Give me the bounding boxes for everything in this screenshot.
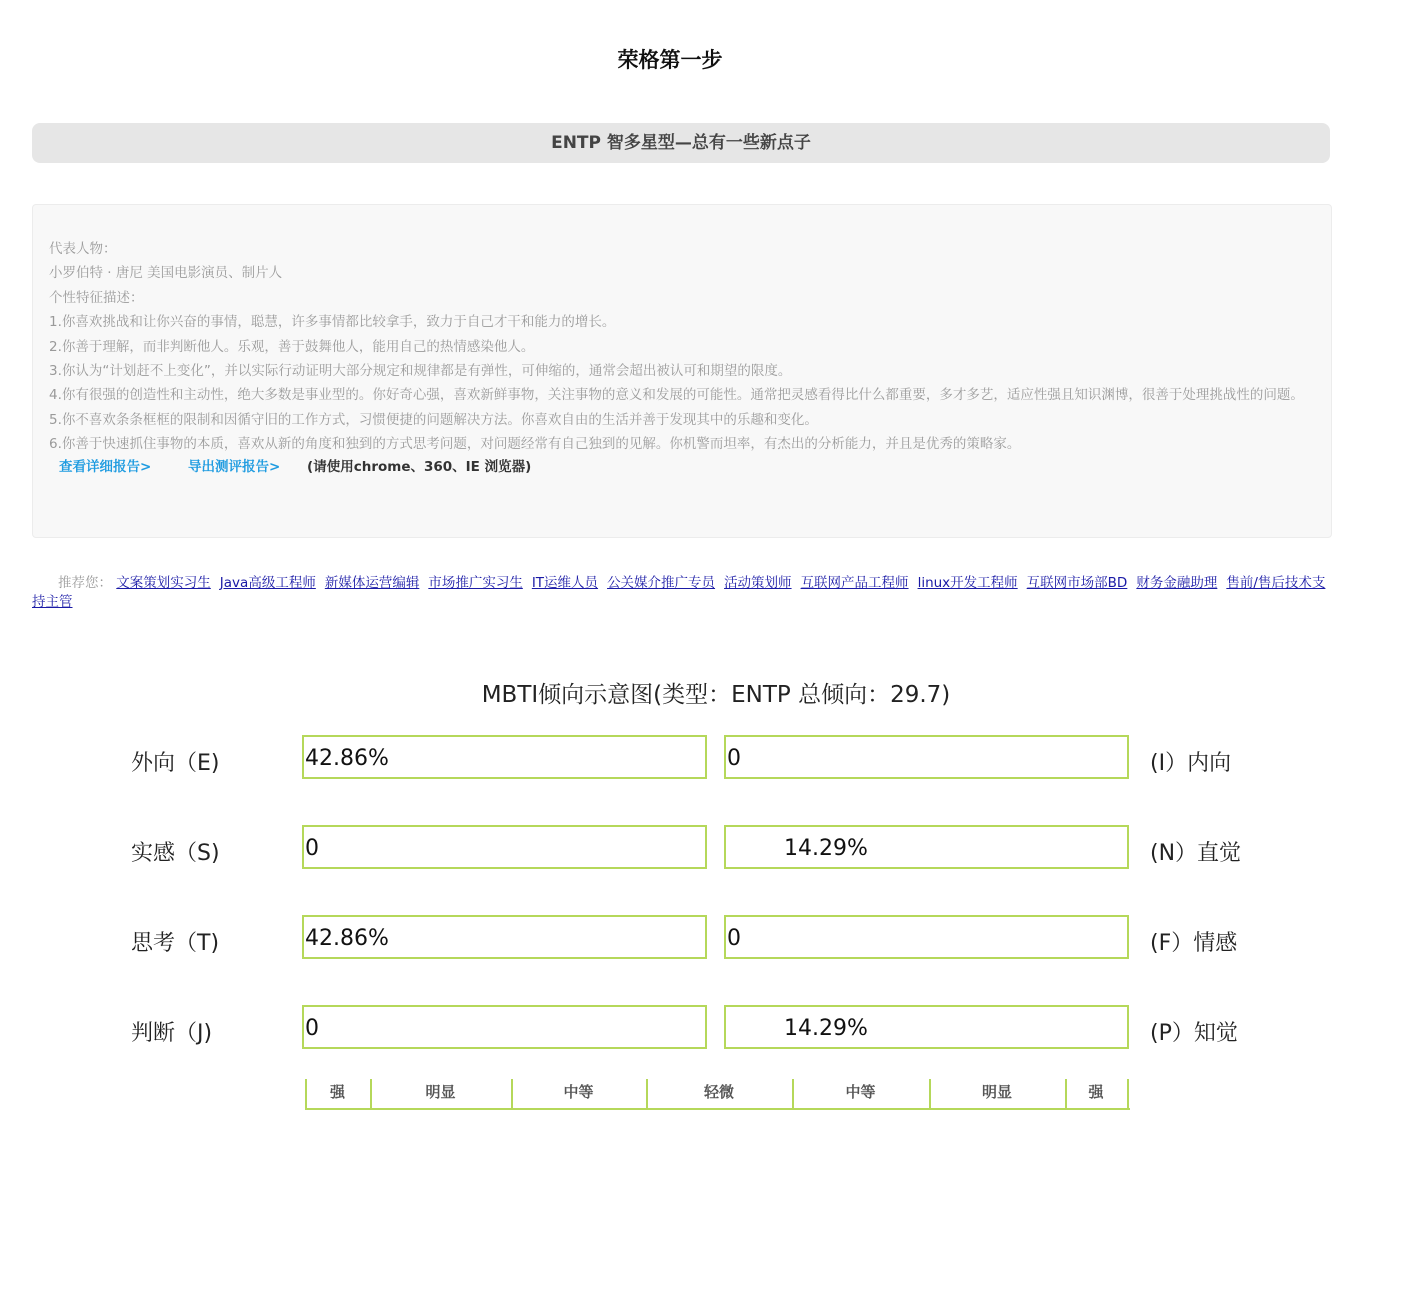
job-link[interactable]: 公关媒介推广专员 [607,575,716,591]
recommend-section [32,574,1332,612]
scale-label: 中等 [563,1083,594,1101]
scale-tick [1127,1079,1129,1108]
dimension-right-bar: 14.29% [724,1005,1129,1049]
dimension-left-bar: 42.86% [302,735,707,779]
job-link[interactable]: 互联网产品工程师 [800,575,909,591]
browser-note: (请使用chrome、360、IE 浏览器) [307,458,532,475]
dimension-left-label: 实感（S) [131,841,220,866]
description-line: 3.你认为“计划赶不上变化”，并以实际行动证明大部分规定和规律都是有弹性，可伸缩的，通常会超出被认可和期望的限度。 [49,363,792,380]
scale-label: 中等 [845,1083,876,1101]
description-line: 5.你不喜欢条条框框的限制和因循守旧的工作方式，习惯便捷的问题解决方法。你喜欢自由的生活并善于发现其中的乐趣和变化。 [49,411,818,428]
description-box [32,204,1332,538]
job-link[interactable]: 市场推广实习生 [428,575,523,591]
dimension-right-bar: 0 [724,915,1129,959]
description-line: 个性特征描述： [49,289,144,306]
dimension-right-bar: 0 [724,735,1129,779]
dimension-left-label: 思考（T) [131,931,220,956]
dimension-right-label: (N）直觉 [1150,841,1242,866]
dimension-left-label: 外向（E) [131,751,220,776]
dimension-left-bar: 0 [302,1005,707,1049]
intensity-scale [305,1079,1130,1110]
scale-label: 明显 [425,1083,456,1101]
job-link[interactable]: IT运维人员 [531,575,599,591]
dimension-right-label: (F）情感 [1150,931,1238,956]
dimension-left-label: 判断（J) [131,1021,213,1046]
dimension-left-bar: 42.86% [302,915,707,959]
job-link[interactable]: 互联网市场部BD [1026,575,1128,591]
export-report-link[interactable]: 导出测评报告> [188,458,281,475]
page-title: 荣格第一步 [617,48,723,72]
type-banner: ENTP 智多星型—总有一些新点子 [32,123,1330,163]
description-line: 代表人物： [49,241,117,257]
description-line: 4.你有很强的创造性和主动性，绝大多数是事业型的。你好奇心强，喜欢新鲜事物，关注事物的意义和发展的可能性。通常把灵感看得比什么都重要，多才多艺，适应性强且知识渊博，很善于处理挑战性的问题。 [49,387,1304,404]
job-link[interactable]: 文案策划实习生 [116,575,211,591]
description-line: 6.你善于快速抓住事物的本质，喜欢从新的角度和独到的方式思考问题，对问题经常有自己独到的见解。你机警而坦率，有杰出的分析能力，并且是优秀的策略家。 [49,436,1021,453]
dimension-right-bar: 14.29% [724,825,1129,869]
view-detail-report-link[interactable]: 查看详细报告> [59,458,152,475]
job-link[interactable]: 新媒体运营编辑 [324,575,420,591]
scale-label: 强 [329,1083,345,1101]
scale-label: 轻微 [703,1083,734,1101]
description-line: 小罗伯特 · 唐尼 美国电影演员、制片人 [49,265,283,282]
dimension-right-label: (P）知觉 [1150,1021,1238,1046]
recommend-label: 推荐您： [58,575,112,591]
job-link[interactable]: 财务金融助理 [1136,575,1218,591]
job-link[interactable]: 活动策划师 [724,575,792,591]
dimension-left-bar: 0 [302,825,707,869]
chart-title: MBTI倾向示意图(类型：ENTP 总倾向：29.7) [481,682,951,708]
recommend-jobs [32,575,1325,610]
description-line: 1.你喜欢挑战和让你兴奋的事情，聪慧，许多事情都比较拿手，致力于自己才干和能力的增长。 [49,314,616,331]
job-link[interactable]: linux开发工程师 [917,575,1018,591]
scale-label: 强 [1088,1083,1104,1101]
description-line: 2.你善于理解，而非判断他人。乐观，善于鼓舞他人，能用自己的热情感染他人。 [49,338,535,355]
report-links [49,457,1315,477]
dimension-right-label: (I）内向 [1150,751,1232,776]
job-link[interactable]: Java高级工程师 [219,575,316,591]
scale-label: 明显 [981,1083,1012,1101]
description-text [49,237,1315,457]
job-link[interactable]: 售前/售后技术支持主管 [32,575,1326,610]
